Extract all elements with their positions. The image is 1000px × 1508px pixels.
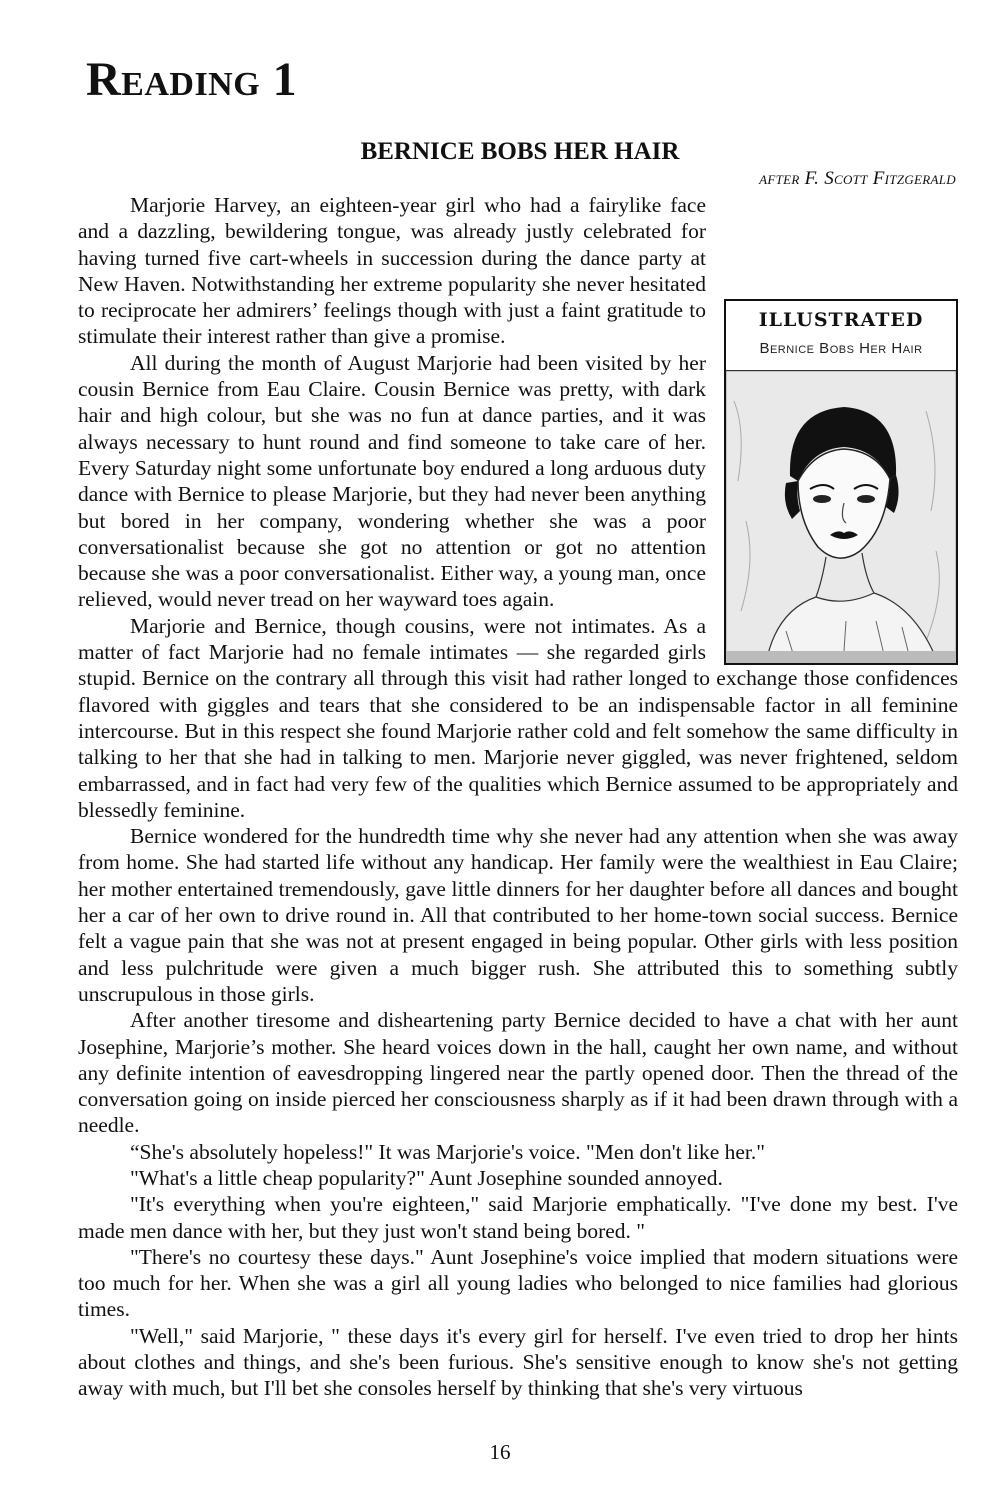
paragraph: Bernice wondered for the hundredth time why she never had any attention when she was away from home. She had started life without any handicap. Her family were the wealthiest in Eau Claire; her mother entertained tremendously, gave little dinners for her daughter before all dances and bought her a car of her own to drive round in. All that contributed to her home-town social success. Bernice felt a vague pain that she was not at present engaged in being popular. Other girls with less position and less pulchritude were given a much bigger rush. She attributed this to something subtly unscrupulous in those girls. <box>78 824 958 1006</box>
paragraph: Marjorie and Bernice, though cousins, were not intimates. As a matter of fact Marjorie had no female intimates — she regarded girls stupid. Bernice on the contrary all through this visit had rather longed to exchange those confidences flavored with giggles and tears that she considered to be an indispensable factor in all feminine intercourse. But in this respect she found Marjorie rather cold and felt somehow the same difficulty in talking to her that she had in talking to men. Marjorie never giggled, was never frightened, seldom embarrassed, and in fact had very few of the qualities which Bernice assumed to be appropriately and blessedly feminine. <box>78 613 958 822</box>
story-body <box>78 192 958 1402</box>
paragraph: "Well," said Marjorie, " these days it's every girl for herself. I've even tried to drop her hints about clothes and things, and she's been furious. She's sensitive enough to know she's not getting away with much, but I'll bet she consoles herself by thinking that she's very virtuous <box>78 1323 958 1401</box>
reading-heading: Reading 1 <box>86 53 298 106</box>
page-number: 16 <box>489 1440 511 1464</box>
cover-label-title: Bernice Bobs Her Hair <box>759 340 923 358</box>
portrait-drawing <box>726 371 956 663</box>
paragraph: After another tiresome and disheartening party Bernice decided to have a chat with her aunt Josephine, Marjorie’s mother. She heard voices down in the hall, caught her own name, and without any definite intention of eavesdropping lingered near the partly opened door. Then the thread of the conversation going on inside pierced her consciousness sharply as if it had been drawn through with a needle. <box>78 1008 958 1138</box>
story-author: after F. Scott Fitzgerald <box>759 168 956 189</box>
paragraph: All during the month of August Marjorie had been visited by her cousin Bernice from Eau Claire. Cousin Bernice was pretty, with dark hair and high colour, but she was no fun at dance parties, and it was always necessary to hunt round and find someone to take care of her. Every Saturday night some unfortunate boy endured a long arduous duty dance with Bernice to please Marjorie, but they had never been anything but bored in her company, wondering whether she was a poor conversationalist because she got no attention or got no attention because she was a poor conversationalist. Either way, a young man, once relieved, would never tread on her wayward toes again. <box>78 350 706 612</box>
paragraph: “She's absolutely hopeless!" It was Marjorie's voice. "Men don't like her." <box>130 1139 766 1164</box>
paragraph: "There's no courtesy these days." Aunt Josephine's voice implied that modern situations were too much for her. When she was a girl all young ladies who belonged to nice families had glorious times. <box>78 1244 958 1322</box>
paragraph: "What's a little cheap popularity?" Aunt Josephine sounded annoyed. <box>130 1165 723 1190</box>
cover-label-illustrated: ILLUSTRATED <box>758 309 924 331</box>
paragraph: "It's everything when you're eighteen," said Marjorie emphatically. "I've done my best. I've made men dance with her, but they just won't stand being bored. " <box>78 1192 958 1243</box>
paragraph: Marjorie Harvey, an eighteen-year girl who had a fairylike face and a dazzling, bewildering tongue, was already justly celebrated for having turned five cart-wheels in succession during the dance party at New Haven. Notwithstanding her extreme popularity she never hesitated to reciprocate her admirers’ feelings though with just a faint gratitude to stimulate their interest rather than give a promise. <box>78 193 706 349</box>
book-cover-illustration <box>724 299 958 665</box>
story-title: BERNICE BOBS HER HAIR <box>360 138 680 165</box>
cover-header <box>726 301 956 371</box>
